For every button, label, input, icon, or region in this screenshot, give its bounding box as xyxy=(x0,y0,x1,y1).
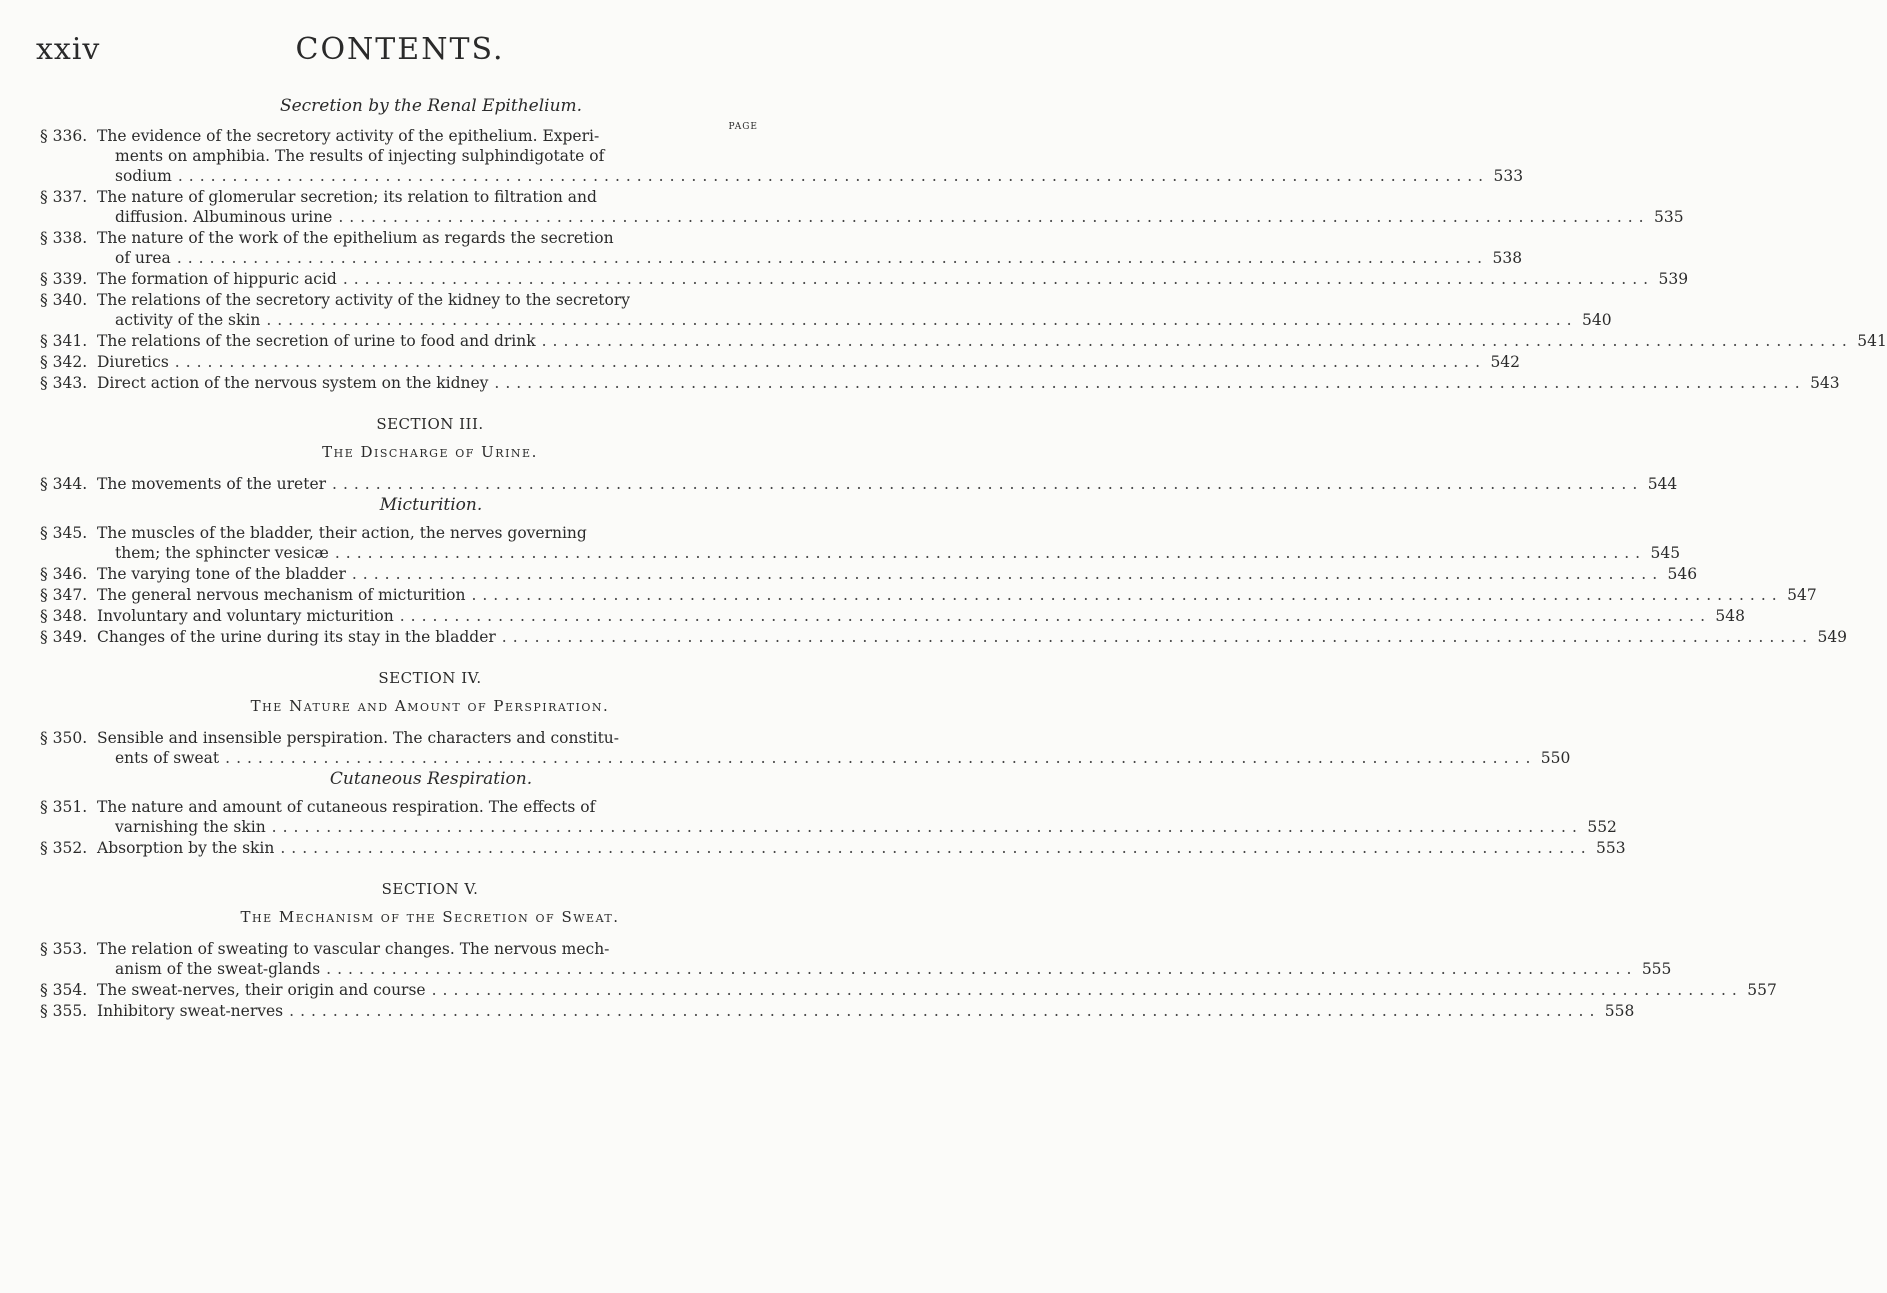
entry-text: The varying tone of the bladder xyxy=(97,565,346,583)
entry-text: Sensible and insensible perspiration. The characters and constitu- xyxy=(97,729,620,747)
toc-entry-text xyxy=(97,352,1520,372)
toc-entry-line xyxy=(97,817,1617,837)
toc-entry xyxy=(40,474,1678,494)
toc-entry xyxy=(40,373,1840,393)
toc-entry-line xyxy=(97,627,1847,647)
entry-text: Inhibitory sweat-nerves xyxy=(97,1002,284,1020)
page-number: 547 xyxy=(1787,586,1817,604)
dot-leader: ........................................................................................................................ xyxy=(541,332,1853,350)
dot-leader: ........................................................................................................................ xyxy=(332,475,1644,493)
entry-text: sodium xyxy=(115,167,172,185)
toc-entry xyxy=(40,728,1571,768)
section-number-label: § 354. xyxy=(40,981,88,999)
toc-entry xyxy=(40,126,1524,186)
section-number-label: § 353. xyxy=(40,940,88,958)
toc-entry xyxy=(40,187,1684,227)
toc-entry xyxy=(40,290,1612,330)
section-number: SECTION V. xyxy=(381,880,479,898)
entry-text: The evidence of the secretory activity of the epithelium. Experi- xyxy=(97,127,600,145)
toc-entry-text xyxy=(97,585,1817,605)
dot-leader: ........................................................................................................................ xyxy=(471,586,1783,604)
toc-entry-text xyxy=(97,728,1570,768)
toc-entry-line xyxy=(97,797,1617,817)
entry-text: The general nervous mechanism of micturition xyxy=(97,586,466,604)
toc-entry-text xyxy=(97,838,1626,858)
dot-leader: ........................................................................................................................ xyxy=(494,374,1806,392)
section-number: SECTION III. xyxy=(376,415,484,433)
entry-text: Absorption by the skin xyxy=(97,839,275,857)
dot-leader: ........................................................................................................................ xyxy=(174,353,1487,371)
page-number: 539 xyxy=(1658,270,1689,288)
page-number: 543 xyxy=(1810,374,1840,392)
toc-entry-text xyxy=(97,228,1522,268)
running-head-title: CONTENTS. xyxy=(295,32,505,67)
page-number: 557 xyxy=(1747,981,1777,999)
entry-text: The nature of the work of the epithelium as regards the secretion xyxy=(97,229,614,247)
toc-entry-line xyxy=(97,523,1680,543)
entry-text: activity of the skin xyxy=(115,311,261,329)
toc-entry-text xyxy=(97,606,1745,626)
toc-entry-line xyxy=(97,474,1677,494)
toc-entry-text xyxy=(97,290,1612,330)
section-number: SECTION IV. xyxy=(378,669,482,687)
toc-entry xyxy=(40,838,1626,858)
page-number: 550 xyxy=(1540,749,1571,767)
subsection-heading: Secretion by the Renal Epithelium. xyxy=(279,96,583,116)
page-number: 538 xyxy=(1492,249,1523,267)
section-number-label: § 336. xyxy=(40,127,88,145)
page-number: 541 xyxy=(1857,332,1887,350)
entry-text: The nature and amount of cutaneous respiration. The effects of xyxy=(97,798,596,816)
toc-entry-line xyxy=(97,331,1887,351)
toc-entry-line xyxy=(97,352,1520,372)
page-column-label: PAGE xyxy=(728,122,758,132)
page-number: 542 xyxy=(1490,353,1521,371)
entry-text: Direct action of the nervous system on the kidney xyxy=(97,374,489,392)
subsection-heading: Cutaneous Respiration. xyxy=(329,769,533,789)
entry-text: The relation of sweating to vascular changes. The nervous mech- xyxy=(97,940,610,958)
entry-text: The relations of the secretory activity of the kidney to the secretory xyxy=(97,291,631,309)
dot-leader: ........................................................................................................................ xyxy=(334,544,1647,562)
page-number: 546 xyxy=(1667,565,1698,583)
section-number-label: § 349. xyxy=(40,628,88,646)
toc-entry-line xyxy=(97,373,1840,393)
page-number: 552 xyxy=(1587,818,1617,836)
toc-entry xyxy=(40,228,1523,268)
toc-entry-line xyxy=(97,728,1570,748)
toc-entry xyxy=(40,269,1689,289)
dot-leader: ........................................................................................................................ xyxy=(271,818,1583,836)
toc-entry-text xyxy=(97,523,1680,563)
section-number-label: § 341. xyxy=(40,332,88,350)
toc-entry-text xyxy=(97,331,1887,351)
toc-entry-line xyxy=(97,187,1684,207)
dot-leader: ........................................................................................................................ xyxy=(225,749,1537,767)
toc-entry-text xyxy=(97,627,1847,647)
page-number: 553 xyxy=(1596,839,1626,857)
dot-leader: ........................................................................................................................ xyxy=(351,565,1664,583)
toc-entry xyxy=(40,331,1887,351)
toc-entry-text xyxy=(97,474,1677,494)
toc-entry-text xyxy=(97,269,1688,289)
dot-leader: ........................................................................................................................ xyxy=(289,1002,1601,1020)
toc-entry-line xyxy=(97,290,1612,310)
toc-entry-text xyxy=(97,564,1697,584)
toc-entry-line xyxy=(97,126,1523,146)
section-number-label: § 342. xyxy=(40,353,88,371)
section-number-label: § 347. xyxy=(40,586,88,604)
section-number-label: § 339. xyxy=(40,270,88,288)
toc-entry xyxy=(40,523,1681,563)
section-number-label: § 355. xyxy=(40,1002,88,1020)
toc-entry-line xyxy=(97,606,1745,626)
table-of-contents xyxy=(40,96,1887,1022)
toc-entry xyxy=(40,939,1672,979)
dot-leader: ........................................................................................................................ xyxy=(176,249,1489,267)
page-number: 548 xyxy=(1715,607,1745,625)
dot-leader: ........................................................................................................................ xyxy=(266,311,1578,329)
page-number: 545 xyxy=(1650,544,1681,562)
page-number: 558 xyxy=(1604,1002,1635,1020)
toc-entry-line xyxy=(97,228,1522,248)
section-number-label: § 346. xyxy=(40,565,88,583)
entry-text: The formation of hippuric acid xyxy=(97,270,337,288)
section-number-label: § 351. xyxy=(40,798,88,816)
toc-entry xyxy=(40,627,1848,647)
page-number: 533 xyxy=(1493,167,1524,185)
section-number-label: § 344. xyxy=(40,475,88,493)
section-title: The Mechanism of the Secretion of Sweat. xyxy=(240,908,620,926)
toc-entry-text xyxy=(97,939,1671,979)
toc-entry-line xyxy=(97,269,1688,289)
entry-text: Involuntary and voluntary micturition xyxy=(97,607,394,625)
running-head xyxy=(0,22,800,72)
toc-entry-text xyxy=(97,797,1617,837)
page-number: 549 xyxy=(1817,628,1848,646)
section-number-label: § 340. xyxy=(40,291,88,309)
entry-text: varnishing the skin xyxy=(115,818,266,836)
toc-entry-line xyxy=(97,248,1522,268)
entry-text: The sweat-nerves, their origin and course xyxy=(97,981,426,999)
section-title: The Discharge of Urine. xyxy=(322,443,538,461)
entry-text: anism of the sweat-glands xyxy=(115,960,321,978)
toc-entry-line xyxy=(97,146,1523,166)
section-number-label: § 350. xyxy=(40,729,88,747)
section-number-label: § 343. xyxy=(40,374,88,392)
section-number-label: § 338. xyxy=(40,229,88,247)
toc-entry xyxy=(40,585,1817,605)
entry-text: The nature of glomerular secretion; its relation to filtration and xyxy=(97,188,597,206)
dot-leader: ........................................................................................................................ xyxy=(338,208,1650,226)
toc-entry-line xyxy=(97,1001,1634,1021)
toc-entry xyxy=(40,564,1698,584)
toc-entry xyxy=(40,980,1777,1000)
toc-entry-text xyxy=(97,1001,1634,1021)
section-number-label: § 348. xyxy=(40,607,88,625)
dot-leader: ........................................................................................................................ xyxy=(177,167,1490,185)
dot-leader: ........................................................................................................................ xyxy=(501,628,1814,646)
entry-text: diffusion. Albuminous urine xyxy=(115,208,333,226)
page-number: 555 xyxy=(1641,960,1672,978)
section-number-label: § 337. xyxy=(40,188,88,206)
toc-entry-line xyxy=(97,838,1626,858)
entry-text: The muscles of the bladder, their action, the nerves governing xyxy=(97,524,587,542)
subsection-heading: Micturition. xyxy=(379,495,483,515)
entry-text: The movements of the ureter xyxy=(97,475,327,493)
toc-entry-line xyxy=(97,207,1684,227)
dot-leader: ........................................................................................................................ xyxy=(342,270,1655,288)
toc-entry-line xyxy=(97,748,1570,768)
toc-entry-line xyxy=(97,980,1777,1000)
toc-entry-line xyxy=(97,585,1817,605)
entry-text: The relations of the secretion of urine to food and drink xyxy=(97,332,536,350)
page-number: 540 xyxy=(1581,311,1612,329)
toc-entry-text xyxy=(97,126,1523,186)
section-number-label: § 345. xyxy=(40,524,88,542)
dot-leader: ........................................................................................................................ xyxy=(399,607,1711,625)
entry-text: ents of sweat xyxy=(115,749,220,767)
entry-text: ments on amphibia. The results of injecting sulphindigotate of xyxy=(115,147,605,165)
page-folio: xxiv xyxy=(36,32,101,67)
section-number-label: § 352. xyxy=(40,839,88,857)
toc-entry xyxy=(40,606,1745,626)
dot-leader: ........................................................................................................................ xyxy=(431,981,1743,999)
entry-text: of urea xyxy=(115,249,171,267)
toc-entry-line xyxy=(97,564,1697,584)
toc-entry-line xyxy=(97,543,1680,563)
toc-entry-line xyxy=(97,959,1671,979)
dot-leader: ........................................................................................................................ xyxy=(280,839,1592,857)
toc-entry-text xyxy=(97,187,1684,227)
toc-entry-line xyxy=(97,310,1612,330)
toc-entry-line xyxy=(97,939,1671,959)
toc-entry-line xyxy=(97,166,1523,186)
toc-entry xyxy=(40,1001,1635,1021)
page-number: 544 xyxy=(1647,475,1678,493)
toc-entry-text xyxy=(97,373,1840,393)
toc-entry-text xyxy=(97,980,1777,1000)
toc-entry xyxy=(40,797,1617,837)
entry-text: Diuretics xyxy=(97,353,169,371)
page-number: 535 xyxy=(1654,208,1684,226)
entry-text: them; the sphincter vesicæ xyxy=(115,544,329,562)
dot-leader: ........................................................................................................................ xyxy=(326,960,1638,978)
section-title: The Nature and Amount of Perspiration. xyxy=(250,697,610,715)
entry-text: Changes of the urine during its stay in the bladder xyxy=(97,628,496,646)
toc-entry xyxy=(40,352,1521,372)
